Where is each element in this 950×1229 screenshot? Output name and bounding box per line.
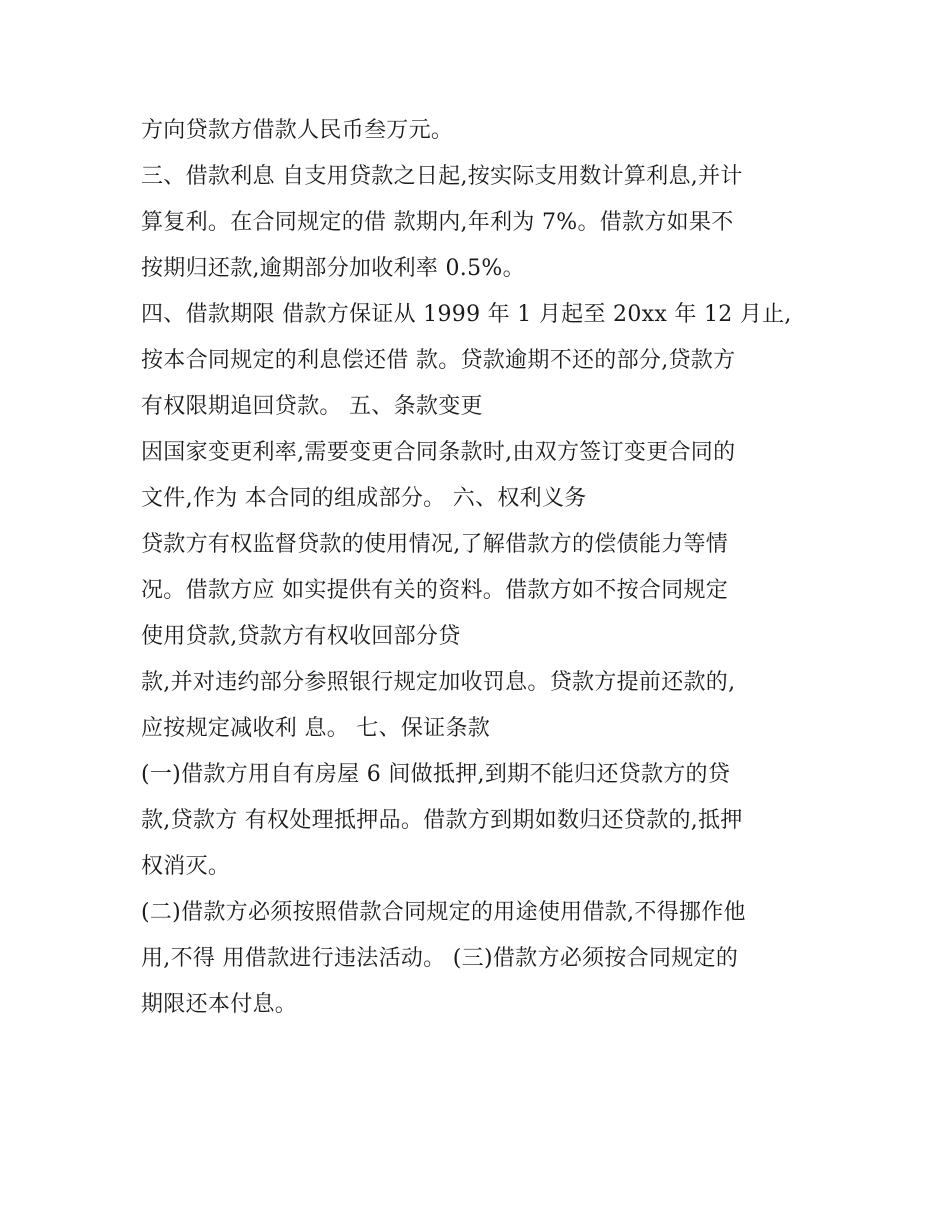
- text-line: 况。借款方应 如实提供有关的资料。借款方如不按合同规定: [141, 578, 729, 603]
- text-line: 贷款方有权监督贷款的使用情况,了解借款方的偿债能力等情: [141, 532, 729, 557]
- text-line: 期限还本付息。: [141, 992, 298, 1017]
- text-line: 方向贷款方借款人民币叁万元。: [141, 118, 454, 143]
- text-line: 应按规定减收利 息。 七、保证条款: [141, 716, 491, 741]
- text-line: 款,并对违约部分参照银行规定加收罚息。贷款方提前还款的,: [141, 670, 736, 695]
- text-line: 三、借款利息 自支用贷款之日起,按实际支用数计算利息,并计: [141, 164, 743, 189]
- text-line: 权消灭。: [141, 854, 231, 879]
- contract-text: [141, 108, 821, 1028]
- text-line: 按本合同规定的利息偿还借 款。贷款逾期不还的部分,贷款方: [141, 348, 736, 373]
- text-line: 款,贷款方 有权处理抵押品。借款方到期如数归还贷款的,抵押: [141, 808, 743, 833]
- text-line: 文件,作为 本合同的组成部分。 六、权利义务: [141, 486, 587, 511]
- text-line: 按期归还款,逾期部分加收利率 0.5%。: [141, 256, 525, 281]
- text-line: 因国家变更利率,需要变更合同条款时,由双方签订变更合同的: [141, 440, 736, 465]
- text-line: 有权限期追回贷款。 五、条款变更: [141, 394, 483, 419]
- text-line: 用,不得 用借款进行违法活动。 (三)借款方必须按合同规定的: [141, 946, 739, 971]
- text-line: 算复利。在合同规定的借 款期内,年利为 7%。借款方如果不: [141, 210, 734, 235]
- text-line: (一)借款方用自有房屋 6 间做抵押,到期不能归还贷款方的贷: [141, 762, 731, 787]
- text-line: 四、借款期限 借款方保证从 1999 年 1 月起至 20xx 年 12 月止,: [141, 302, 792, 327]
- text-line: (二)借款方必须按照借款合同规定的用途使用借款,不得挪作他: [141, 900, 746, 925]
- text-line: 使用贷款,贷款方有权收回部分贷: [141, 624, 461, 649]
